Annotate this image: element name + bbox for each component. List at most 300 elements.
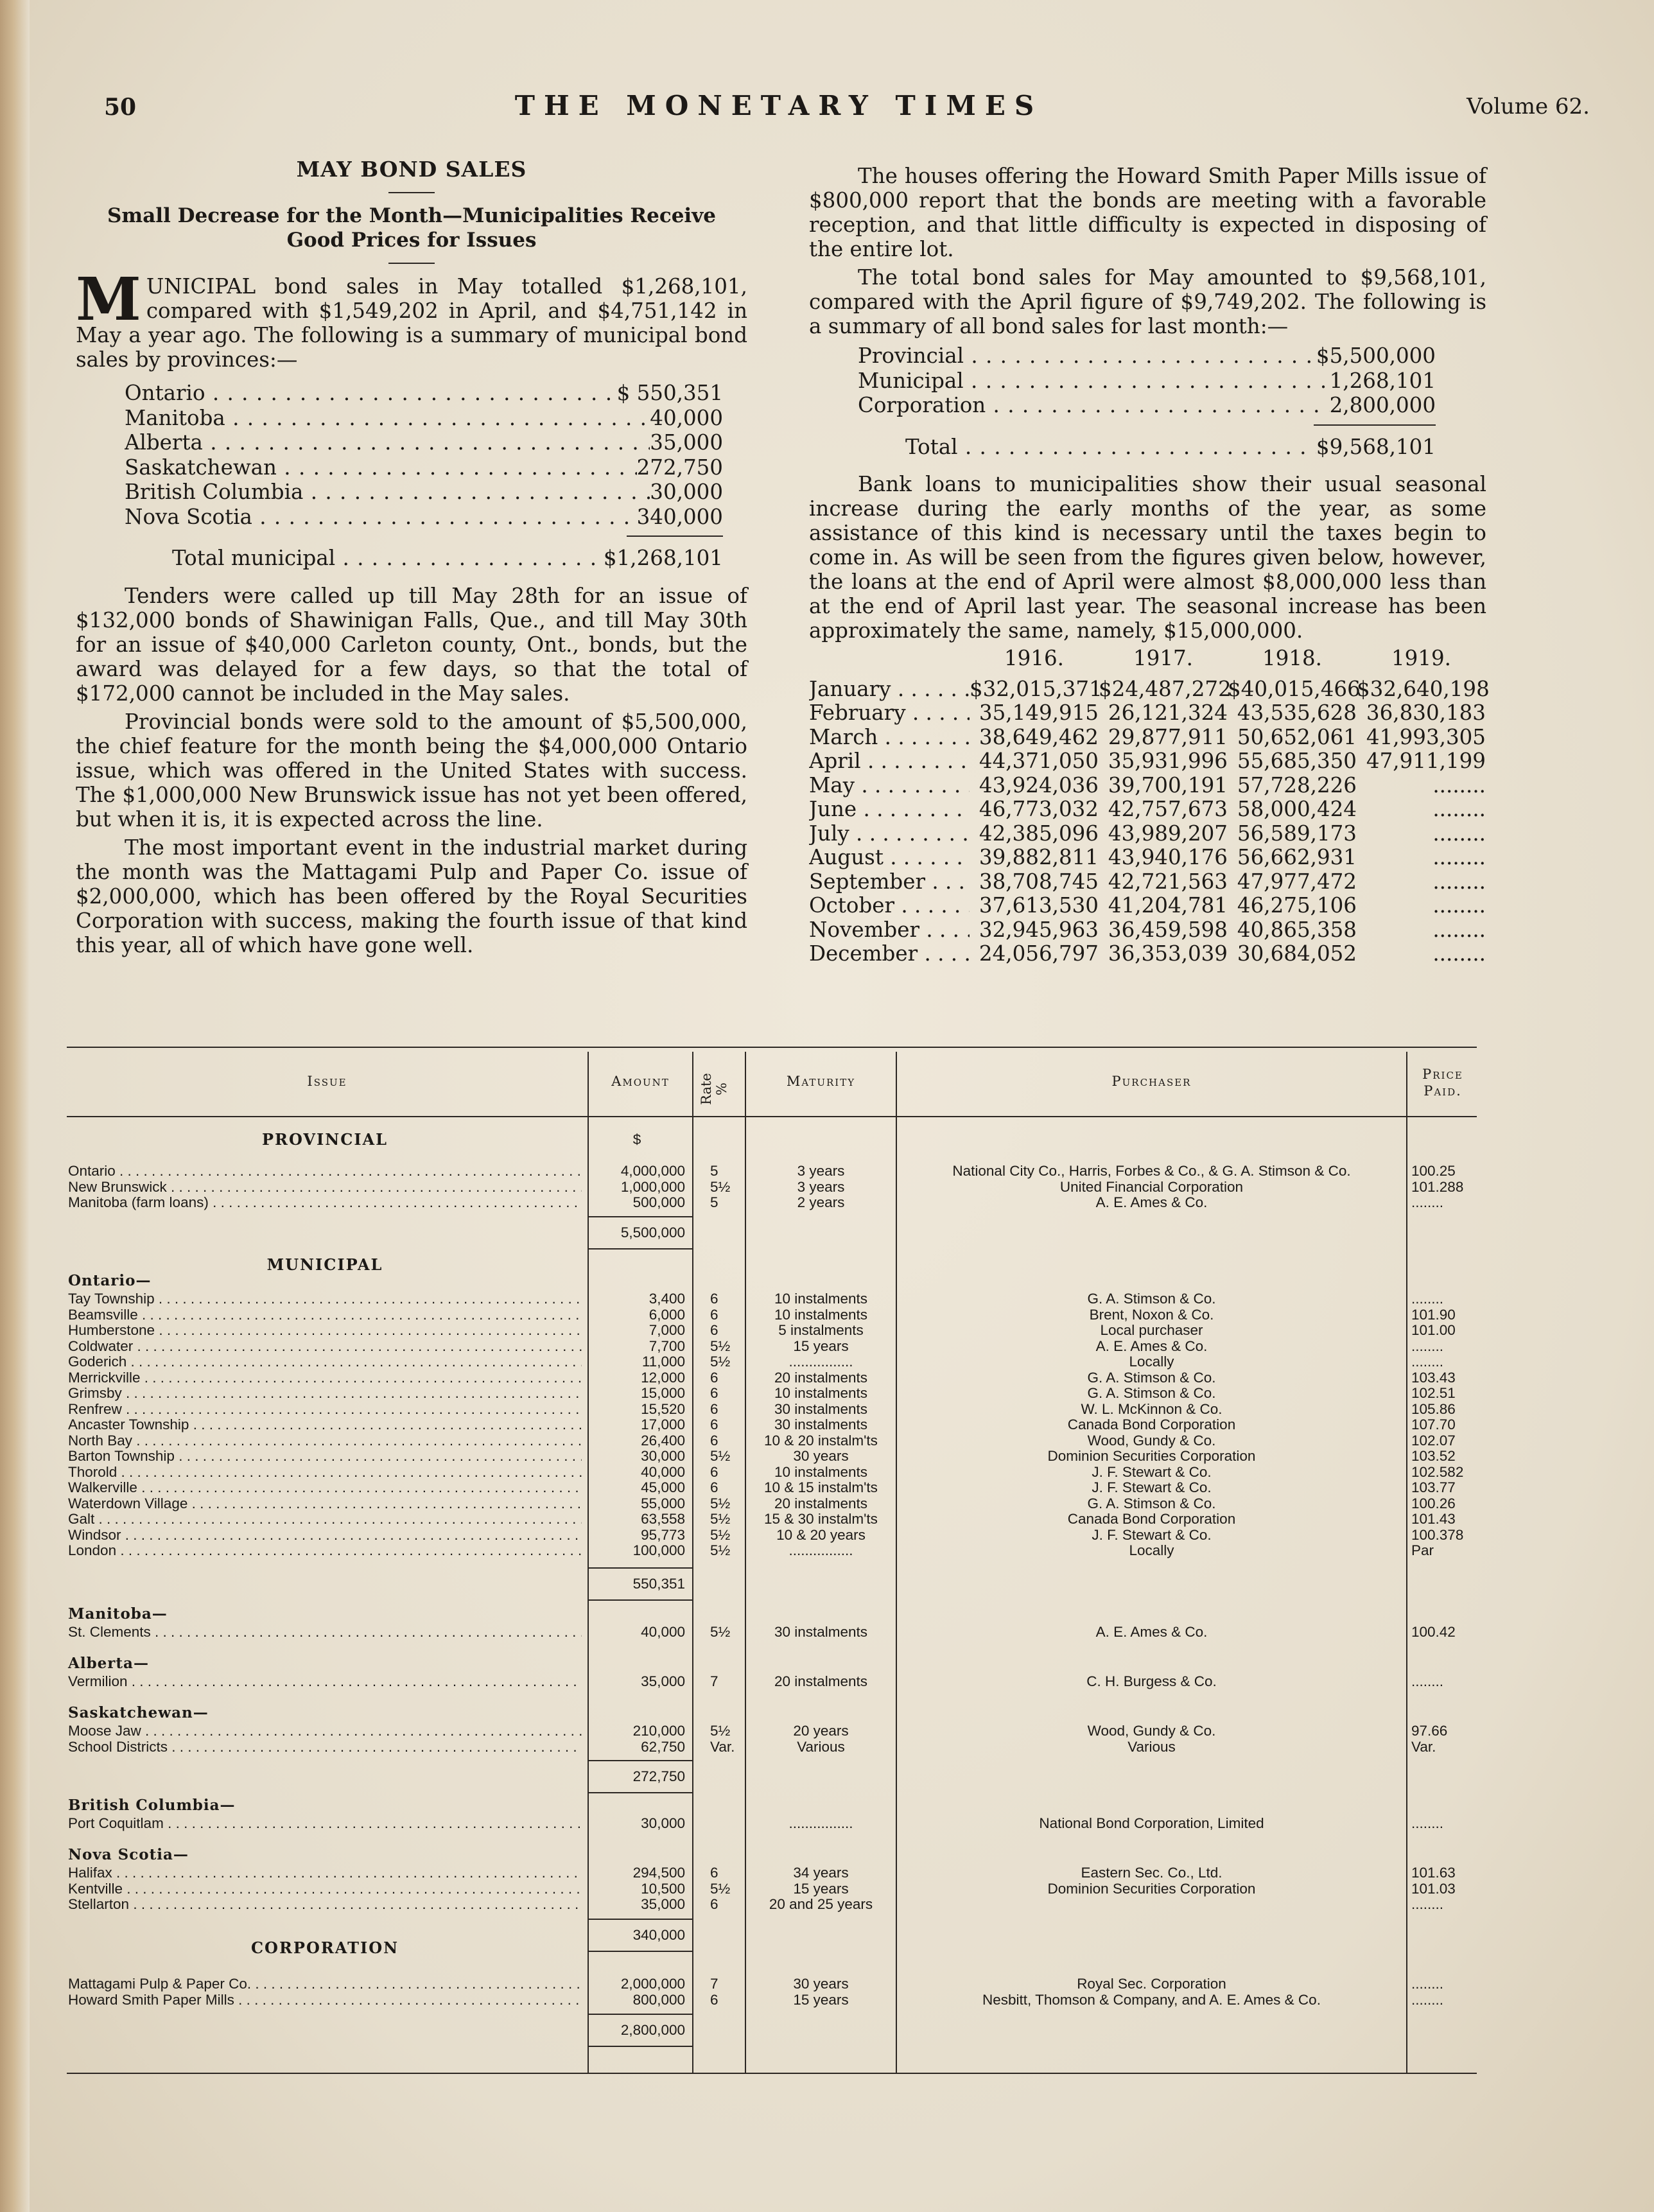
maturity-cell: 30 years [793,1448,849,1464]
loans-value: $24,487,272 [1099,676,1232,701]
maturity-cell: ................ [788,1354,853,1370]
rate-cell: 5½ [710,1542,731,1558]
amount-cell: 55,000 [641,1495,685,1511]
loans-header [809,647,1486,671]
loans-row [809,846,1486,870]
subtotal-rule [589,2014,692,2015]
summary-row [858,344,1436,369]
section-municipal: MUNICIPAL [266,1255,383,1274]
maturity-cell: 5 instalments [778,1322,864,1338]
amount-cell: 35,000 [641,1896,685,1912]
loans-year: 1916. [1004,646,1065,670]
amount-cell: 26,400 [641,1432,685,1449]
rate-cell: 5½ [710,1624,731,1640]
paragraph-intro: MUNICIPAL bond sales in May totalled $1,268,101, compared with $1,549,202 in April, and $4,751,142 in May a year ago. The following is a summary of municipal bond sales by provinces:— [76,265,747,372]
purchaser-cell: Nesbitt, Thomson & Company, and A. E. Ames & Co. [982,1991,1321,2008]
summary-value: 35,000 [650,430,723,455]
rate-cell: 6 [710,1432,718,1449]
loans-year: 1918. [1262,646,1323,670]
paragraph-howard-smith: The houses offering the Howard Smith Paper Mills issue of $800,000 report that the bonds are meeting with a favorable reception, and that little difficulty is expected in disposing of the entire lot. [809,164,1486,261]
summary-row [125,505,723,530]
amount-cell: 2,000,000 [620,1976,685,1992]
loans-value: ........ [1432,869,1486,894]
subtotal-rule [589,1567,692,1569]
loans-month: November . . . [809,918,970,943]
rate-cell: 6 [710,1385,718,1401]
header-amount: Amount [611,1074,670,1089]
paragraph-bank-loans: Bank loans to municipalities show their usual seasonal increase during the early months of the year, as some assistance of this kind is necessary until the taxes begin to come in. As will be seen from the figures given below, however, the loans at the end of April were almost $8,000,000 less than at the end of April last year. The seasonal increase has been approximately the same, namely, $15,000,000. [809,472,1486,643]
price-cell: ........ [1411,1354,1444,1370]
price-cell: 101.63 [1411,1865,1456,1881]
rate-cell: 7 [710,1673,718,1689]
page-number: 50 [104,94,137,121]
summary-value: 340,000 [636,504,723,529]
total-municipal-label: Total municipal . . . [172,546,604,571]
price-cell: ........ [1411,1291,1444,1307]
table-bottom-rule [67,2073,1477,2074]
maturity-cell: 30 years [793,1976,849,1992]
loans-value: 56,589,173 [1237,821,1357,846]
rate-cell: 6 [710,1291,718,1307]
maturity-cell: 15 years [793,1880,849,1897]
purchaser-cell: W. L. McKinnon & Co. [1081,1400,1223,1417]
rate-cell: 6 [710,1865,718,1881]
maturity-cell: 3 years [797,1178,845,1195]
maturity-cell: 15 years [793,1337,849,1354]
provincial-total: 5,500,000 [620,1224,685,1241]
saskatchewan-total: 272,750 [632,1768,685,1784]
purchaser-cell: A. E. Ames & Co. [1095,1337,1208,1354]
all-sales-summary [858,344,1436,418]
rate-cell: 5½ [710,1178,731,1195]
article-title: MAY BOND SALES [296,157,527,182]
loans-month: May . . . [809,774,970,798]
maturity-cell: 10 & 20 years [776,1526,866,1543]
maturity-cell: 30 instalments [774,1624,868,1640]
purchaser-cell: Eastern Sec. Co., Ltd. [1081,1865,1223,1881]
loans-value: 38,649,462 [979,724,1099,749]
purchaser-cell: G. A. Stimson & Co. [1087,1385,1216,1401]
issue-name: Coldwater . . . [68,1339,582,1355]
issue-name: Beamsville . . . [68,1307,582,1323]
purchaser-cell: G. A. Stimson & Co. [1087,1495,1216,1511]
loans-value: ........ [1432,941,1486,966]
province-manitoba: Manitoba— [68,1605,168,1623]
purchaser-cell: J. F. Stewart & Co. [1092,1463,1212,1480]
rate-cell: 6 [710,1400,718,1417]
subtotal-rule-under [589,2046,692,2047]
col-divider-5 [1406,1052,1407,2073]
amount-cell: 30,000 [641,1448,685,1464]
col-divider-2 [692,1052,693,2073]
amount-cell: 17,000 [641,1416,685,1433]
price-cell: ........ [1411,1815,1444,1831]
maturity-cell: 34 years [793,1865,849,1881]
right-column [809,164,1490,966]
amount-cell: 40,000 [641,1463,685,1480]
amount-cell: 4,000,000 [620,1163,685,1179]
header-purchaser: Purchaser [1111,1074,1192,1089]
issue-name: Walkerville . . . [68,1480,582,1496]
loans-value: 47,977,472 [1237,869,1357,894]
summary-row [858,369,1436,394]
loans-value: 26,121,324 [1108,701,1228,725]
summary-row [858,393,1436,418]
loans-value: 40,865,358 [1237,917,1357,942]
left-column [76,157,747,961]
maturity-cell: 2 years [797,1194,845,1210]
rate-cell: 5½ [710,1495,731,1511]
rate-cell: Var. [710,1738,735,1755]
issue-name: Goderich . . . [68,1354,582,1370]
price-cell: 101.43 [1411,1511,1456,1527]
issue-name: New Brunswick . . . [68,1180,582,1196]
issue-name: Thorold . . . [68,1465,582,1481]
total-row [905,435,1436,460]
issue-name: Mattagami Pulp & Paper Co. . . . [68,1976,582,1992]
loans-value: 43,535,628 [1237,701,1357,725]
header-maturity: Maturity [786,1074,856,1089]
price-cell: ........ [1411,1976,1444,1992]
summary-rule [627,536,723,537]
issue-name: London . . . [68,1543,582,1559]
issue-name: Manitoba (farm loans) . . . [68,1195,582,1211]
purchaser-cell: Wood, Gundy & Co. [1087,1432,1216,1449]
price-cell: ........ [1411,1337,1444,1354]
summary-row [125,455,723,480]
loans-row [809,918,1486,943]
rate-cell: 6 [710,1463,718,1480]
amount-cell: 15,520 [641,1400,685,1417]
rate-cell: 5 [710,1163,718,1179]
loans-value: 44,371,050 [979,749,1099,773]
amount-cell: 12,000 [641,1369,685,1386]
loans-value: 39,700,191 [1108,772,1228,797]
loans-value: 46,773,032 [979,797,1099,821]
price-cell: 102.51 [1411,1385,1456,1401]
purchaser-cell: G. A. Stimson & Co. [1087,1369,1216,1386]
summary-row [125,406,723,431]
issue-name: Halifax . . . [68,1865,582,1881]
purchaser-cell: Canada Bond Corporation [1067,1511,1236,1527]
paragraph-total-sales: The total bond sales for May amounted to $9,568,101, compared with the April figure of $9,749,202. The following is a summary of all bond sales for last month:— [809,265,1486,338]
maturity-cell: 15 years [793,1991,849,2008]
loans-month: July . . . [809,822,970,846]
loans-month: September . . . [809,870,970,894]
subtotal-rule [589,1919,692,1920]
maturity-cell: 10 instalments [774,1306,868,1323]
rate-cell: 5½ [710,1354,731,1370]
amount-cell: 800,000 [632,1991,685,2008]
purchaser-cell: Dominion Securities Corporation [1047,1448,1256,1464]
loans-row [809,942,1486,966]
rate-cell: 5½ [710,1511,731,1527]
ontario-total: 550,351 [632,1576,685,1592]
rate-cell: 5½ [710,1526,731,1543]
rate-cell: 6 [710,1896,718,1912]
amount-cell: 6,000 [649,1306,685,1323]
subtotal-rule-under [589,1248,692,1250]
amount-cell: 10,500 [641,1880,685,1897]
purchaser-cell: Wood, Gundy & Co. [1087,1723,1216,1739]
loans-value: $32,640,198 [1357,676,1490,701]
loans-row [809,676,1490,702]
section-provincial: PROVINCIAL [261,1130,388,1149]
purchaser-cell: A. E. Ames & Co. [1095,1194,1208,1210]
province-saskatchewan: Saskatchewan— [68,1704,209,1721]
title-rule [388,192,435,193]
summary-value: 272,750 [636,455,723,480]
purchaser-cell: A. E. Ames & Co. [1095,1624,1208,1640]
running-header [96,90,1590,128]
bank-loans-table [809,646,1490,966]
price-cell: Par [1411,1542,1434,1558]
publication-title: THE MONETARY TIMES [514,90,1043,121]
maturity-cell: 10 instalments [774,1463,868,1480]
summary-label: British Columbia . . . [125,480,650,505]
price-cell: 100.42 [1411,1624,1456,1640]
summary-value: $ 550,351 [616,381,723,405]
purchaser-cell: National Bond Corporation, Limited [1039,1815,1264,1831]
amount-cell: 7,000 [649,1322,685,1338]
price-cell: 100.378 [1411,1526,1464,1543]
rate-cell: 6 [710,1369,718,1386]
summary-label: Ontario . . . [125,381,617,406]
rate-cell: 6 [710,1322,718,1338]
purchaser-cell: Brent, Noxon & Co. [1089,1306,1214,1323]
loans-value: ........ [1432,772,1486,797]
price-cell: 101.90 [1411,1306,1456,1323]
loans-value: 29,877,911 [1108,724,1228,749]
loans-value: 30,684,052 [1237,941,1357,966]
issue-name: Merrickville . . . [68,1370,582,1386]
amount-cell: 40,000 [641,1624,685,1640]
rate-cell: 7 [710,1976,718,1992]
amount-cell: 45,000 [641,1479,685,1495]
subtotal-rule-under [589,1792,692,1793]
loans-value: 43,989,207 [1108,821,1228,846]
price-cell: 103.77 [1411,1479,1456,1495]
province-alberta: Alberta— [68,1655,149,1672]
summary-row [125,381,723,406]
issue-name: Renfrew . . . [68,1402,582,1418]
purchaser-cell: G. A. Stimson & Co. [1087,1291,1216,1307]
summary-row [125,430,723,455]
maturity-cell: Various [797,1738,845,1755]
loans-month: December . . . [809,942,970,966]
total-municipal-row [172,546,723,571]
maturity-cell: 15 & 30 instalm'ts [764,1511,878,1527]
purchaser-cell: C. H. Burgess & Co. [1086,1673,1217,1689]
header-price: Price Paid. [1422,1067,1463,1099]
summary-label: Provincial . . . [858,344,1316,369]
maturity-cell: 20 years [793,1723,849,1739]
purchaser-cell: Local purchaser [1100,1322,1203,1338]
purchaser-cell: Dominion Securities Corporation [1047,1880,1256,1897]
maturity-cell: 3 years [797,1163,845,1179]
purchaser-cell: J. F. Stewart & Co. [1092,1526,1212,1543]
section-corporation: CORPORATION [250,1938,399,1957]
summary-label: Alberta . . . [125,430,650,455]
issue-name: Tay Township . . . [68,1291,582,1307]
loans-value: 32,945,963 [979,917,1099,942]
purchaser-cell: United Financial Corporation [1059,1178,1244,1195]
amount-cell: 1,000,000 [620,1178,685,1195]
purchaser-cell: Canada Bond Corporation [1067,1416,1236,1433]
price-cell: 103.52 [1411,1448,1456,1464]
amount-cell: 35,000 [641,1673,685,1689]
subtotal-rule [589,1760,692,1761]
loans-value: 41,204,781 [1108,893,1228,918]
amount-cell: 63,558 [641,1511,685,1527]
issue-name: St. Clements . . . [68,1624,582,1641]
loans-month: March . . . [809,726,970,750]
issue-name: Port Coquitlam . . . [68,1816,582,1832]
loans-value: 57,728,226 [1237,772,1357,797]
loans-row [809,701,1486,726]
province-summary [125,381,723,529]
loans-value: 37,613,530 [979,893,1099,918]
maturity-cell: 10 & 15 instalm'ts [764,1479,878,1495]
amount-cell: 95,773 [641,1526,685,1543]
province-british-columbia: British Columbia— [68,1797,236,1814]
loans-value: 55,685,350 [1237,749,1357,773]
issue-name: School Districts . . . [68,1739,582,1755]
loans-value: ........ [1432,797,1486,821]
rate-cell: 5½ [710,1337,731,1354]
header-issue: Issue [307,1074,347,1089]
paragraph-industrial: The most important event in the industrial market during the month was the Mattagami Pulp and Paper Co. issue of $2,000,000, which has been offered by the Royal Securities Corporation with success, making the fourth issue of that kind this year, all of which have gone well. [76,835,747,957]
issue-name: Grimsby . . . [68,1386,582,1402]
price-cell: 100.25 [1411,1163,1456,1179]
amount-cell: 11,000 [641,1354,685,1370]
loans-month: June . . . [809,797,970,822]
amount-cell: 100,000 [632,1542,685,1558]
loans-row [809,822,1486,846]
issue-name: Vermilion . . . [68,1674,582,1690]
rate-cell: 5½ [710,1448,731,1464]
issue-name: Humberstone . . . [68,1323,582,1339]
amount-cell: 500,000 [632,1194,685,1210]
loans-value: 43,940,176 [1108,845,1228,869]
price-cell: 105.86 [1411,1400,1456,1417]
summary-value: 30,000 [650,480,723,504]
subtotal-rule-under [589,1951,692,1952]
loans-value: ........ [1432,845,1486,869]
summary-label: Nova Scotia . . . [125,505,637,530]
table-top-rule [67,1047,1477,1048]
subtotal-rule-under [589,1599,692,1601]
corporation-total: 2,800,000 [620,2022,685,2038]
loans-header-blank [809,647,970,671]
loans-value: 36,459,598 [1108,917,1228,942]
price-cell: Var. [1411,1738,1436,1755]
price-cell: 100.26 [1411,1495,1456,1511]
maturity-cell: 10 instalments [774,1385,868,1401]
summary-rule-2 [1314,424,1436,426]
loans-value: $32,015,371 [970,676,1102,701]
maturity-cell: 10 instalments [774,1291,868,1307]
purchaser-cell: National City Co., Harris, Forbes & Co., & G. A. Stimson & Co. [952,1163,1351,1179]
loans-month: April . . . [809,749,970,774]
amount-cell: 210,000 [632,1723,685,1739]
loans-value: 42,721,563 [1108,869,1228,894]
maturity-cell: ................ [788,1542,853,1558]
loans-value: 50,652,061 [1237,724,1357,749]
loans-value: 42,385,096 [979,821,1099,846]
paragraph-tenders: Tenders were called up till May 28th for an issue of $132,000 bonds of Shawinigan Falls, Que., and till May 30th for an issue of $40,000 Carleton county, Ont., bonds, but the award was delayed for a few days, so that the total of $172,000 cannot be included in the May sales. [76,583,747,706]
loans-value: 56,662,931 [1237,845,1357,869]
loans-value: $40,015,466 [1228,676,1361,701]
amount-cell: 294,500 [632,1865,685,1881]
nova-scotia-total: 340,000 [632,1927,685,1943]
subtitle-rule [388,263,435,264]
loans-value: 36,830,183 [1366,701,1486,725]
loans-year: 1917. [1133,646,1194,670]
purchaser-cell: Royal Sec. Corporation [1077,1976,1226,1992]
paragraph-provincial: Provincial bonds were sold to the amount of $5,500,000, the chief feature for the month being the $4,000,000 Ontario issue, which was offered in the United States with success. The $1,000,000 New Brunswick issue has not yet been offered, but when it is, it is expected across the line. [76,709,747,832]
loans-value: 43,924,036 [979,772,1099,797]
loans-value: 46,275,106 [1237,893,1357,918]
maturity-cell: 10 & 20 instalm'ts [764,1432,878,1449]
maturity-cell: 20 instalments [774,1495,868,1511]
loans-row [809,797,1486,822]
issue-name: Ancaster Township . . . [68,1417,582,1433]
article-subtitle: Small Decrease for the Month—Municipalities Receive Good Prices for Issues [107,204,716,252]
loans-value: 35,931,996 [1108,749,1228,773]
summary-label: Manitoba . . . [125,406,650,431]
amount-cell: 7,700 [649,1337,685,1354]
loans-value: ........ [1432,917,1486,942]
rate-cell: 6 [710,1991,718,2008]
issue-name: Howard Smith Paper Mills . . . [68,1992,582,2008]
price-cell: 107.70 [1411,1416,1456,1433]
loans-value: 42,757,673 [1108,797,1228,821]
amount-cell: 62,750 [641,1738,685,1755]
loans-year: 1919. [1391,646,1452,670]
loans-value: 35,149,915 [979,701,1099,725]
summary-row [125,480,723,505]
dollar-sign: $ [632,1131,641,1147]
loans-value: 41,993,305 [1366,724,1486,749]
loans-gap [809,671,1486,677]
issue-name: Barton Township . . . [68,1449,582,1465]
loans-value: ........ [1432,821,1486,846]
purchaser-cell: Locally [1129,1354,1174,1370]
header-rate: Rate % [699,1073,729,1105]
loans-row [809,749,1486,774]
table-header-rule [67,1116,1477,1117]
loans-value: 47,911,199 [1366,749,1486,773]
rate-cell: 6 [710,1416,718,1433]
issue-name: Stellarton . . . [68,1897,582,1913]
purchaser-cell: J. F. Stewart & Co. [1092,1479,1212,1495]
issue-name: Waterdown Village . . . [68,1496,582,1512]
maturity-cell: 20 and 25 years [769,1896,873,1912]
maturity-cell: ................ [788,1815,853,1831]
summary-value: 1,268,101 [1329,368,1436,393]
loans-month: October . . . [809,894,970,918]
amount-cell: 15,000 [641,1385,685,1401]
price-cell: ........ [1411,1673,1444,1689]
purchaser-cell: Various [1127,1738,1176,1755]
drop-cap: M [76,265,141,334]
maturity-cell: 20 instalments [774,1369,868,1386]
province-ontario: Ontario— [68,1272,152,1289]
maturity-cell: 30 instalments [774,1416,868,1433]
price-cell: ........ [1411,1194,1444,1210]
summary-label: Saskatchewan . . . [125,455,637,480]
